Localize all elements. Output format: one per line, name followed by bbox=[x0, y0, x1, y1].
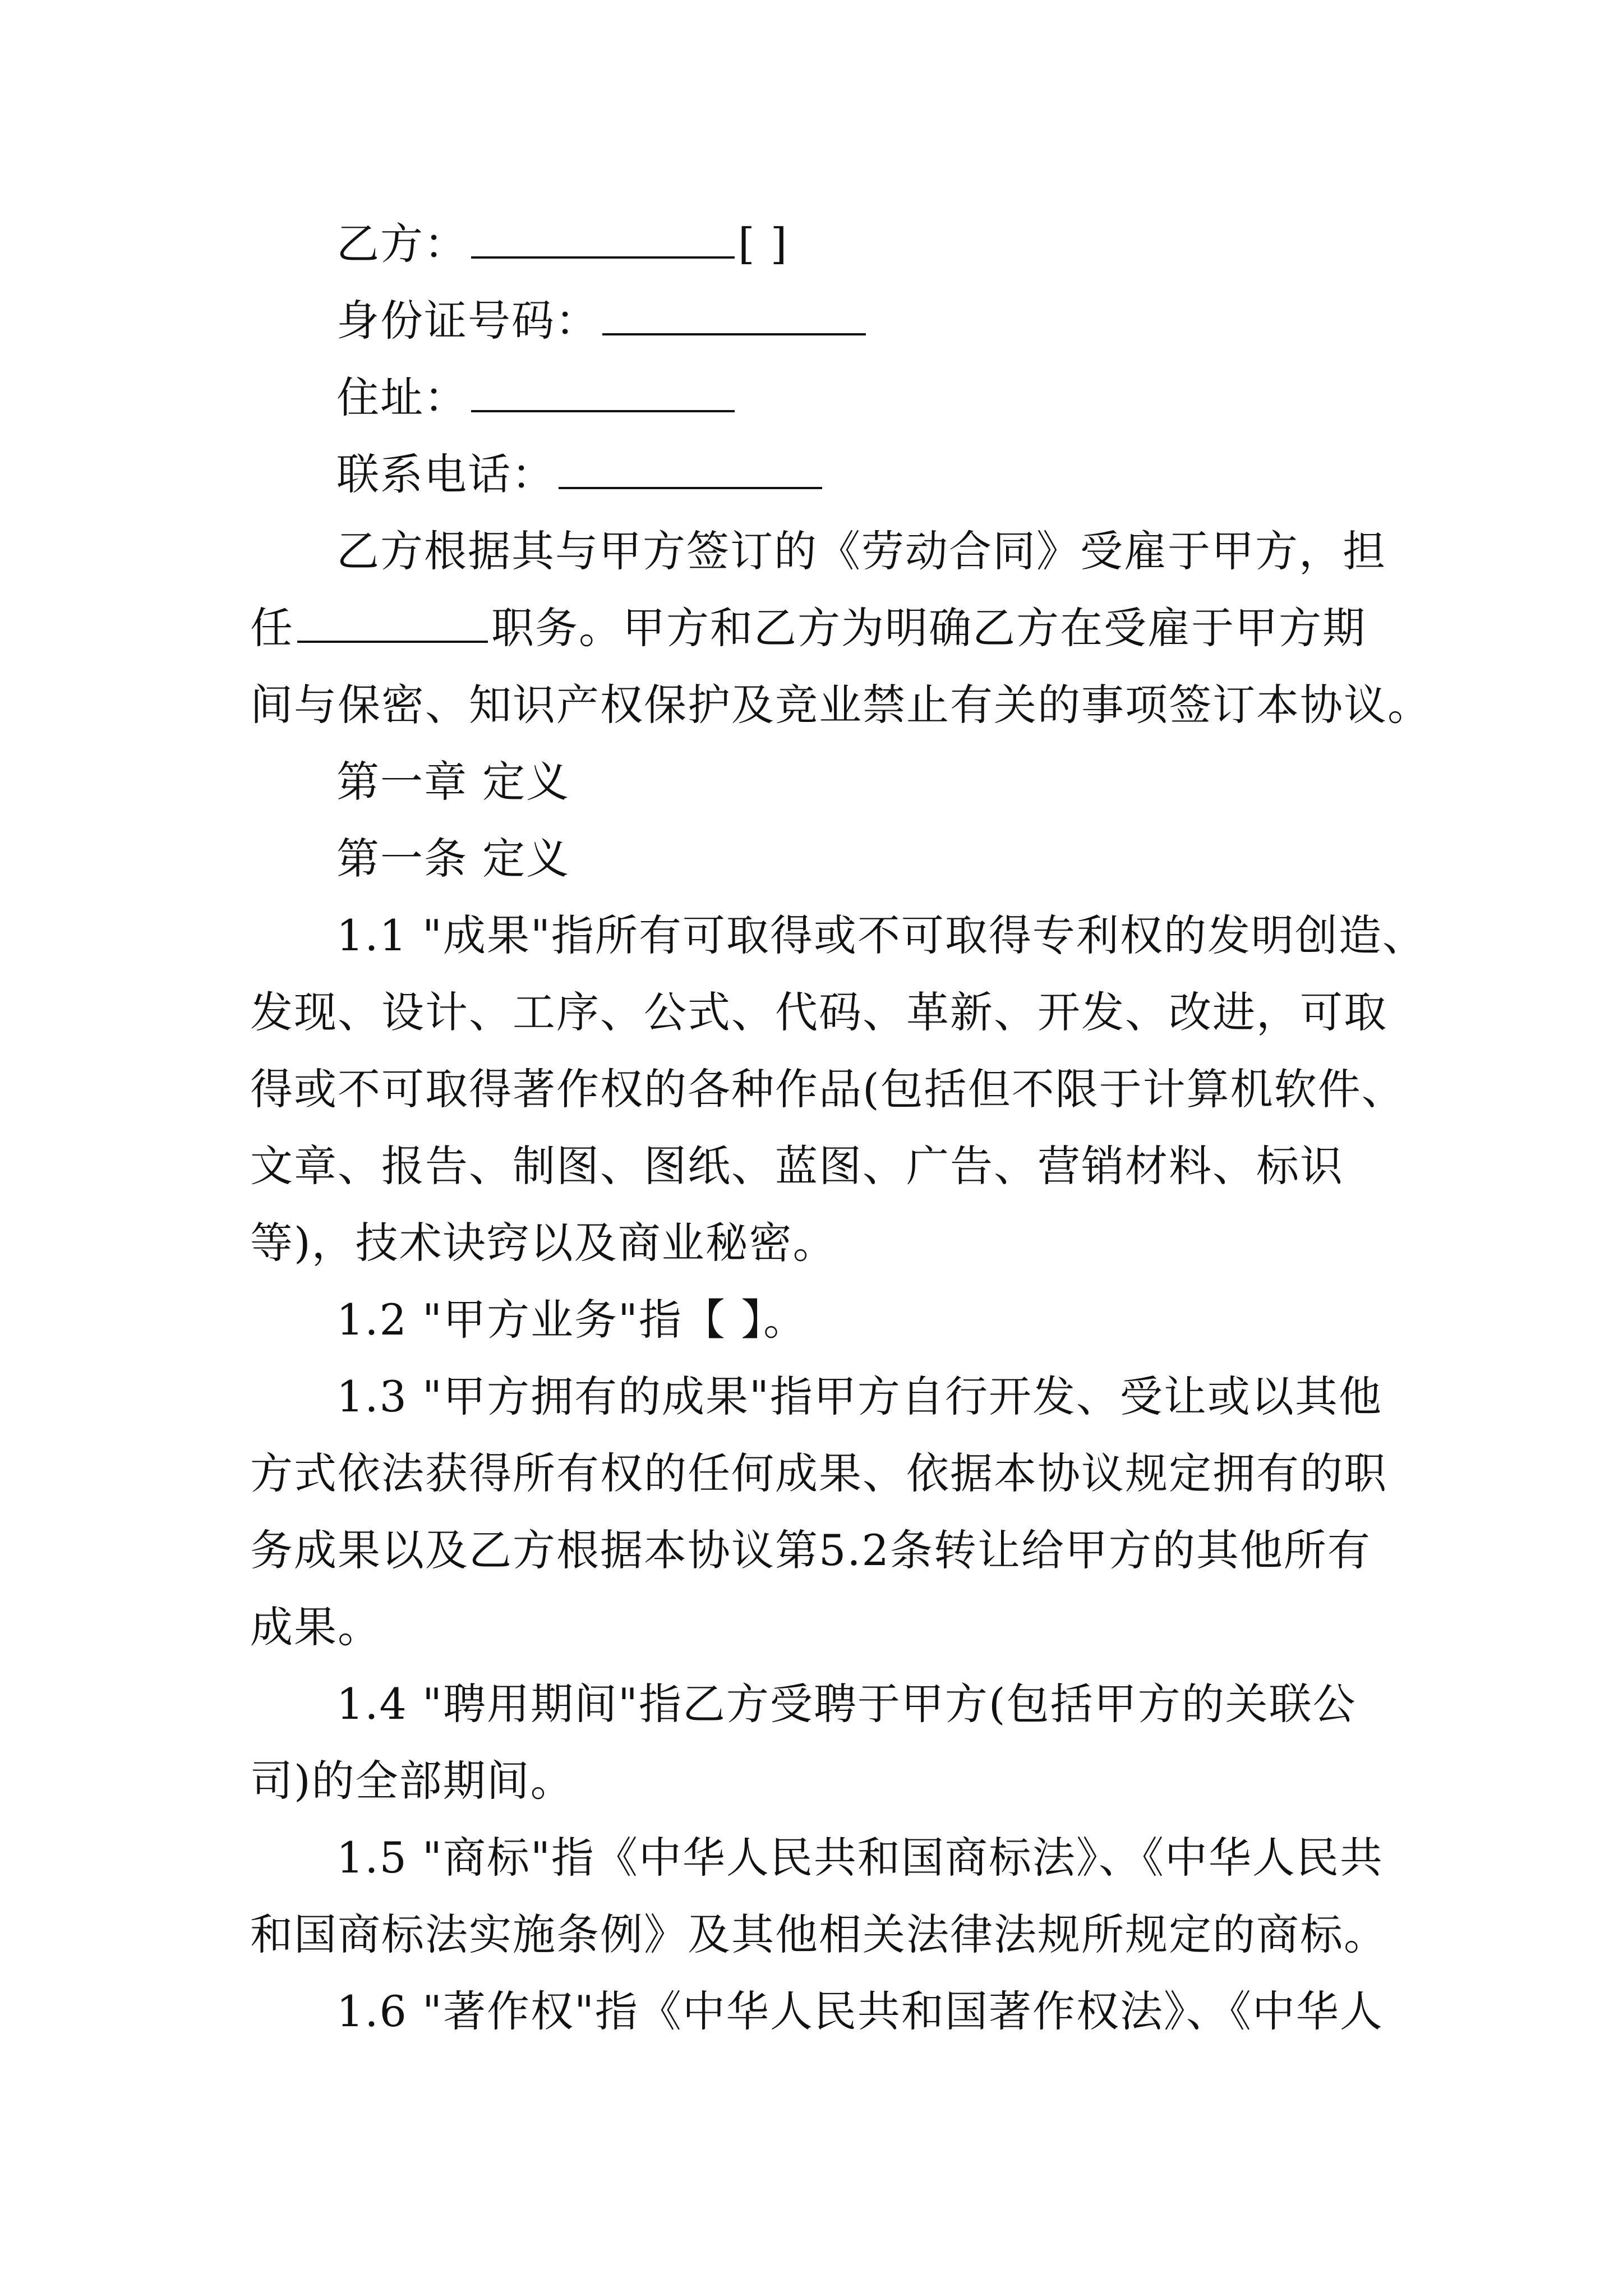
id-number-blank[interactable] bbox=[602, 294, 866, 335]
phone-blank[interactable] bbox=[559, 448, 822, 489]
clause-1-4-line-1: 1.4 "聘用期间"指乙方受聘于甲方(包括甲方的关联公 bbox=[336, 1679, 1357, 1729]
clause-1-1-line-5: 等)，技术诀窍以及商业秘密。 bbox=[250, 1218, 837, 1268]
clause-1-3-line-3: 务成果以及乙方根据本协议第5.2条转让给甲方的其他所有 bbox=[250, 1525, 1371, 1575]
address-blank[interactable] bbox=[471, 371, 735, 412]
id-number-label: 身份证号码： bbox=[336, 296, 599, 346]
intro-line-2-post: 职务。甲方和乙方为明确乙方在受雇于甲方期 bbox=[491, 603, 1366, 653]
clause-1-1-line-1: 1.1 "成果"指所有可取得或不可取得专利权的发明创造、 bbox=[336, 910, 1426, 960]
id-number-line bbox=[336, 293, 1439, 349]
address-label: 住址： bbox=[336, 372, 468, 422]
clause-1-5-line-1: 1.5 "商标"指《中华人民共和国商标法》、《中华人民共 bbox=[336, 1833, 1384, 1883]
clause-1-4-line-2: 司)的全部期间。 bbox=[250, 1756, 574, 1806]
intro-line-3: 间与保密、知识产权保护及竞业禁止有关的事项签订本协议。 bbox=[250, 680, 1431, 730]
party-b-line bbox=[336, 216, 1439, 272]
clause-1-5-line-2: 和国商标法实施条例》及其他相关法律法规所规定的商标。 bbox=[250, 1910, 1387, 1959]
intro-line-2-pre: 任 bbox=[250, 603, 294, 653]
clause-1-3-line-2: 方式依法获得所有权的任何成果、依据本协议规定拥有的职 bbox=[250, 1448, 1387, 1498]
post-blank[interactable] bbox=[297, 601, 488, 643]
address-line bbox=[336, 370, 1439, 426]
article-heading: 第一条 定义 bbox=[336, 834, 570, 884]
party-b-blank[interactable] bbox=[471, 217, 735, 259]
clause-1-6-line-1: 1.6 "著作权"指《中华人民共和国著作权法》、《中华人 bbox=[336, 1986, 1384, 2036]
chapter-heading: 第一章 定义 bbox=[336, 757, 570, 807]
party-b-bracket: [ ] bbox=[738, 219, 789, 269]
phone-label: 联系电话： bbox=[336, 449, 555, 499]
intro-line-1: 乙方根据其与甲方签订的《劳动合同》受雇于甲方，担 bbox=[336, 526, 1386, 576]
clause-1-1-line-4: 文章、报告、制图、图纸、蓝图、广告、营销材料、标识 bbox=[250, 1141, 1344, 1191]
clause-1-2: 1.2 "甲方业务"指【 】。 bbox=[336, 1295, 808, 1345]
phone-line bbox=[336, 447, 1439, 503]
clause-1-3-line-4: 成果。 bbox=[250, 1602, 381, 1652]
party-b-label: 乙方： bbox=[336, 219, 468, 269]
clause-1-1-line-2: 发现、设计、工序、公式、代码、革新、开发、改进，可取 bbox=[250, 987, 1387, 1037]
clause-1-1-line-3: 得或不可取得著作权的各种作品(包括但不限于计算机软件、 bbox=[250, 1064, 1405, 1114]
clause-1-3-line-1: 1.3 "甲方拥有的成果"指甲方自行开发、受让或以其他 bbox=[336, 1372, 1382, 1421]
intro-line-2 bbox=[250, 600, 1439, 656]
